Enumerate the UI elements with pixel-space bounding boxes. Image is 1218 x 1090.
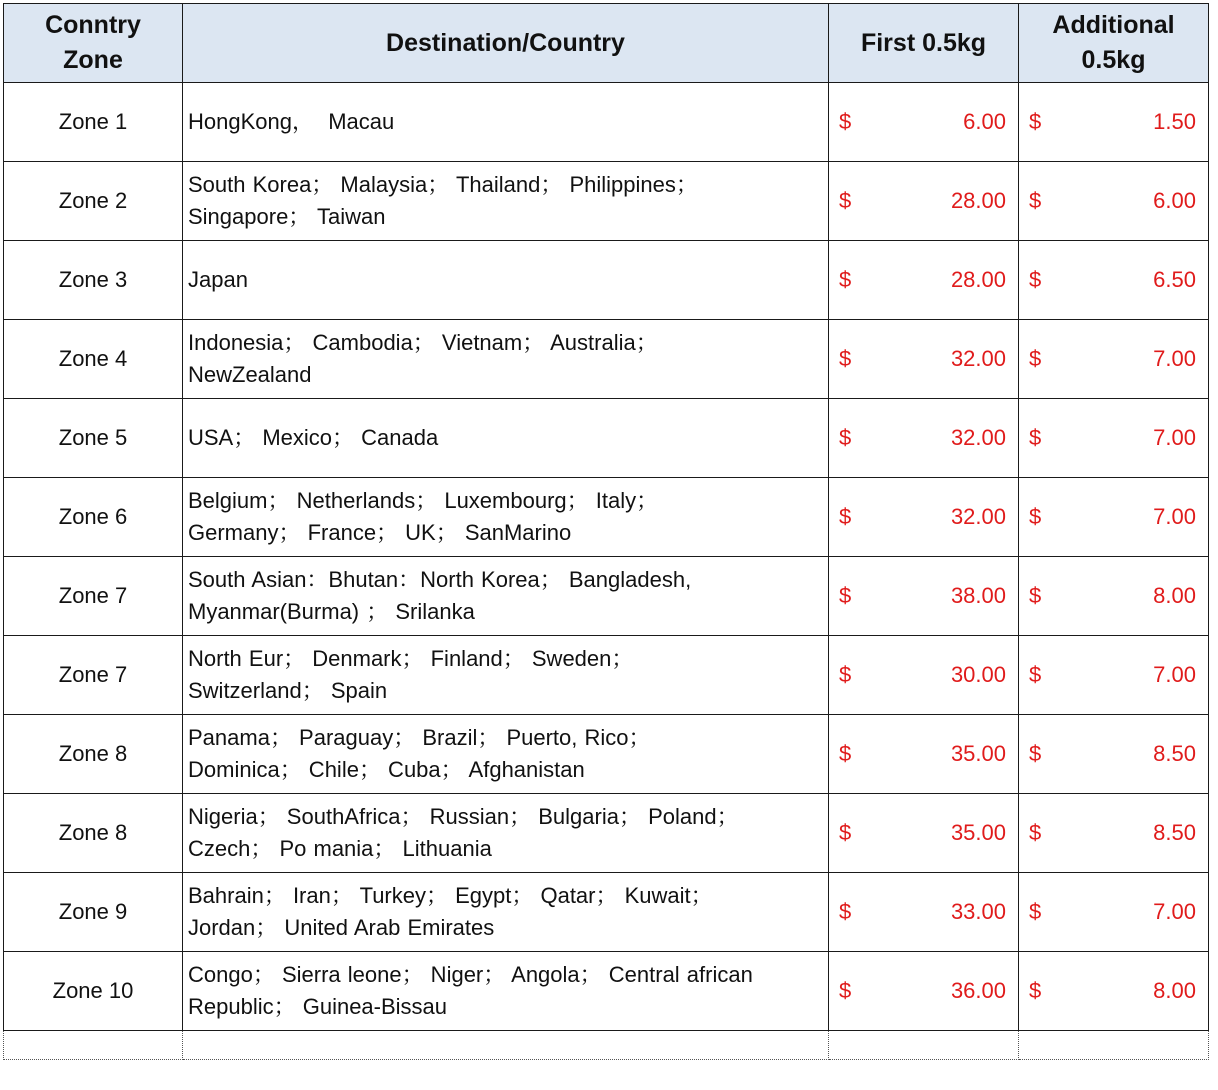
currency-symbol: $ xyxy=(839,978,852,1003)
currency-symbol: $ xyxy=(1029,109,1042,134)
additional-price-cell xyxy=(1019,557,1209,636)
currency-symbol: $ xyxy=(1029,583,1042,608)
zone-cell: Zone 3 xyxy=(4,241,183,320)
currency-symbol: $ xyxy=(1029,662,1042,687)
currency-symbol: $ xyxy=(1029,899,1042,924)
first-price-cell xyxy=(829,794,1019,873)
additional-price-value: 7.00 xyxy=(1153,899,1196,924)
additional-price-cell xyxy=(1019,241,1209,320)
first-price-value: 32.00 xyxy=(950,346,1006,371)
header-destination: Destination/Country xyxy=(183,4,829,83)
currency-symbol: $ xyxy=(839,899,852,924)
table-body xyxy=(4,83,1209,1060)
zone-cell: Zone 10 xyxy=(4,952,183,1031)
currency-symbol: $ xyxy=(839,820,852,845)
header-row xyxy=(4,4,1209,83)
destination-cell: Nigeria； SouthAfrica； Russian； Bulgaria； Poland； Czech； Po mania； Lithuania xyxy=(183,794,829,873)
header-first-weight: First 0.5kg xyxy=(829,4,1019,83)
additional-price-cell xyxy=(1019,320,1209,399)
currency-symbol: $ xyxy=(1029,267,1042,292)
first-price-value: 38.00 xyxy=(950,583,1006,608)
first-price-cell xyxy=(829,241,1019,320)
zone-cell: Zone 6 xyxy=(4,478,183,557)
zone-cell: Zone 1 xyxy=(4,83,183,162)
additional-price-cell xyxy=(1019,478,1209,557)
additional-price-cell xyxy=(1019,83,1209,162)
currency-symbol: $ xyxy=(1029,504,1042,529)
zone-cell: Zone 2 xyxy=(4,162,183,241)
zone-cell: Zone 4 xyxy=(4,320,183,399)
first-price-cell xyxy=(829,320,1019,399)
destination-cell: Belgium； Netherlands； Luxembourg； Italy； Germany； France； UK； SanMarino xyxy=(183,478,829,557)
additional-price-value: 6.00 xyxy=(1153,188,1196,213)
first-price-value: 33.00 xyxy=(950,899,1006,924)
destination-cell: North Eur； Denmark； Finland； Sweden； Switzerland； Spain xyxy=(183,636,829,715)
additional-price-cell xyxy=(1019,715,1209,794)
currency-symbol: $ xyxy=(839,583,852,608)
first-price-cell xyxy=(829,952,1019,1031)
additional-price-cell xyxy=(1019,636,1209,715)
empty-cell xyxy=(829,1031,1019,1060)
additional-price-value: 7.00 xyxy=(1153,662,1196,687)
zone-cell: Zone 5 xyxy=(4,399,183,478)
currency-symbol: $ xyxy=(839,662,852,687)
additional-price-cell xyxy=(1019,952,1209,1031)
table-row xyxy=(4,636,1209,715)
additional-price-cell xyxy=(1019,399,1209,478)
table-row xyxy=(4,399,1209,478)
currency-symbol: $ xyxy=(839,741,852,766)
destination-cell: Panama； Paraguay； Brazil； Puerto, Rico； Dominica； Chile； Cuba； Afghanistan xyxy=(183,715,829,794)
additional-price-value: 7.00 xyxy=(1153,504,1196,529)
first-price-cell xyxy=(829,636,1019,715)
additional-price-value: 8.50 xyxy=(1153,741,1196,766)
header-additional-weight: Additional 0.5kg xyxy=(1019,4,1209,83)
destination-cell: South Korea； Malaysia； Thailand； Philippines； Singapore； Taiwan xyxy=(183,162,829,241)
currency-symbol: $ xyxy=(839,504,852,529)
first-price-cell xyxy=(829,557,1019,636)
first-price-value: 32.00 xyxy=(950,504,1006,529)
zone-cell: Zone 8 xyxy=(4,794,183,873)
currency-symbol: $ xyxy=(1029,188,1042,213)
additional-price-value: 1.50 xyxy=(1153,109,1196,134)
first-price-cell xyxy=(829,715,1019,794)
zone-cell: Zone 9 xyxy=(4,873,183,952)
first-price-cell xyxy=(829,399,1019,478)
empty-cell xyxy=(183,1031,829,1060)
table-row xyxy=(4,162,1209,241)
zone-cell: Zone 7 xyxy=(4,636,183,715)
first-price-value: 28.00 xyxy=(950,188,1006,213)
table-row xyxy=(4,83,1209,162)
first-price-cell xyxy=(829,162,1019,241)
table-row xyxy=(4,320,1209,399)
destination-cell: Japan xyxy=(183,241,829,320)
currency-symbol: $ xyxy=(1029,346,1042,371)
first-price-value: 30.00 xyxy=(950,662,1006,687)
empty-cell xyxy=(1019,1031,1209,1060)
table-row xyxy=(4,794,1209,873)
currency-symbol: $ xyxy=(839,346,852,371)
currency-symbol: $ xyxy=(839,188,852,213)
currency-symbol: $ xyxy=(1029,425,1042,450)
additional-price-cell xyxy=(1019,873,1209,952)
first-price-value: 6.00 xyxy=(963,109,1006,134)
table-row xyxy=(4,952,1209,1031)
empty-row xyxy=(4,1031,1209,1060)
shipping-rate-table xyxy=(3,3,1209,1060)
destination-cell: Congo； Sierra leone； Niger； Angola； Central african Republic； Guinea-Bissau xyxy=(183,952,829,1031)
first-price-value: 35.00 xyxy=(950,820,1006,845)
destination-cell: Bahrain； Iran； Turkey； Egypt； Qatar； Kuwait； Jordan； United Arab Emirates xyxy=(183,873,829,952)
table-row xyxy=(4,557,1209,636)
destination-cell: South Asian：Bhutan：North Korea； Bangladesh, Myanmar(Burma) ； Srilanka xyxy=(183,557,829,636)
destination-cell: USA； Mexico； Canada xyxy=(183,399,829,478)
table-row xyxy=(4,478,1209,557)
additional-price-value: 8.00 xyxy=(1153,978,1196,1003)
table-row xyxy=(4,241,1209,320)
first-price-cell xyxy=(829,478,1019,557)
first-price-value: 28.00 xyxy=(950,267,1006,292)
empty-cell xyxy=(4,1031,183,1060)
currency-symbol: $ xyxy=(839,425,852,450)
table-row xyxy=(4,715,1209,794)
additional-price-value: 8.50 xyxy=(1153,820,1196,845)
header-zone: Conntry Zone xyxy=(4,4,183,83)
additional-price-cell xyxy=(1019,794,1209,873)
currency-symbol: $ xyxy=(1029,978,1042,1003)
additional-price-value: 7.00 xyxy=(1153,346,1196,371)
zone-cell: Zone 7 xyxy=(4,557,183,636)
additional-price-cell xyxy=(1019,162,1209,241)
currency-symbol: $ xyxy=(1029,820,1042,845)
first-price-cell xyxy=(829,873,1019,952)
first-price-value: 35.00 xyxy=(950,741,1006,766)
zone-cell: Zone 8 xyxy=(4,715,183,794)
additional-price-value: 6.50 xyxy=(1153,267,1196,292)
currency-symbol: $ xyxy=(839,109,852,134)
destination-cell: Indonesia； Cambodia； Vietnam； Australia； NewZealand xyxy=(183,320,829,399)
additional-price-value: 8.00 xyxy=(1153,583,1196,608)
first-price-value: 36.00 xyxy=(950,978,1006,1003)
first-price-value: 32.00 xyxy=(950,425,1006,450)
first-price-cell xyxy=(829,83,1019,162)
currency-symbol: $ xyxy=(839,267,852,292)
destination-cell: HongKong， Macau xyxy=(183,83,829,162)
table-row xyxy=(4,873,1209,952)
additional-price-value: 7.00 xyxy=(1153,425,1196,450)
currency-symbol: $ xyxy=(1029,741,1042,766)
